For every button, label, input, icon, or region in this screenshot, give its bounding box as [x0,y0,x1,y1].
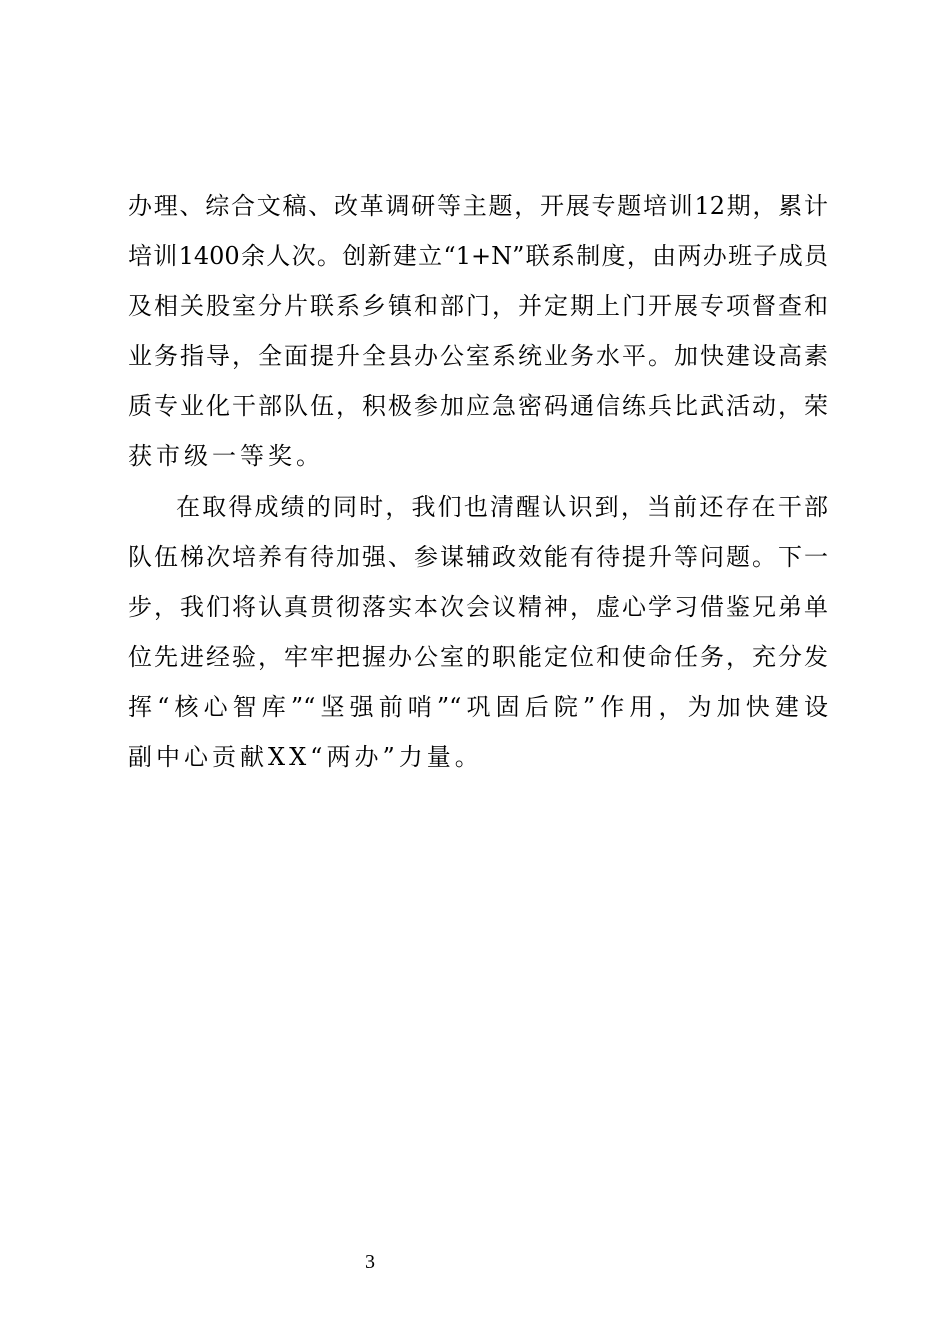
paragraph-line: 队伍梯次培养有待加强、参谋辅政效能有待提升等问题。下一 [128,543,828,571]
paragraph-line: 质专业化干部队伍，积极参加应急密码通信练兵比武活动，荣 [128,392,828,420]
paragraph-line: 业务指导，全面提升全县办公室系统业务水平。加快建设高素 [128,342,828,370]
paragraph-line: 获市级一等奖。 [128,442,324,470]
paragraph-line: 培训1400余人次。创新建立“1+N”联系制度，由两办班子成员 [128,242,828,270]
paragraph-line: 在取得成绩的同时，我们也清醒认识到，当前还存在干部 [176,493,828,521]
paragraph-line: 办理、综合文稿、改革调研等主题，开展专题培训12期，累计 [128,192,828,220]
paragraph-line: 位先进经验，牢牢把握办公室的职能定位和使命任务，充分发 [128,643,828,671]
paragraph-line: 副中心贡献XX“两办”力量。 [128,743,483,771]
paragraph-line: 及相关股室分片联系乡镇和部门，并定期上门开展专项督查和 [128,292,828,320]
paragraph-line: 挥“核心智库”“坚强前哨”“巩固后院”作用，为加快建设 [128,693,828,721]
page-number: 3 [365,1251,375,1273]
paragraph-line: 步，我们将认真贯彻落实本次会议精神，虚心学习借鉴兄弟单 [128,593,828,621]
